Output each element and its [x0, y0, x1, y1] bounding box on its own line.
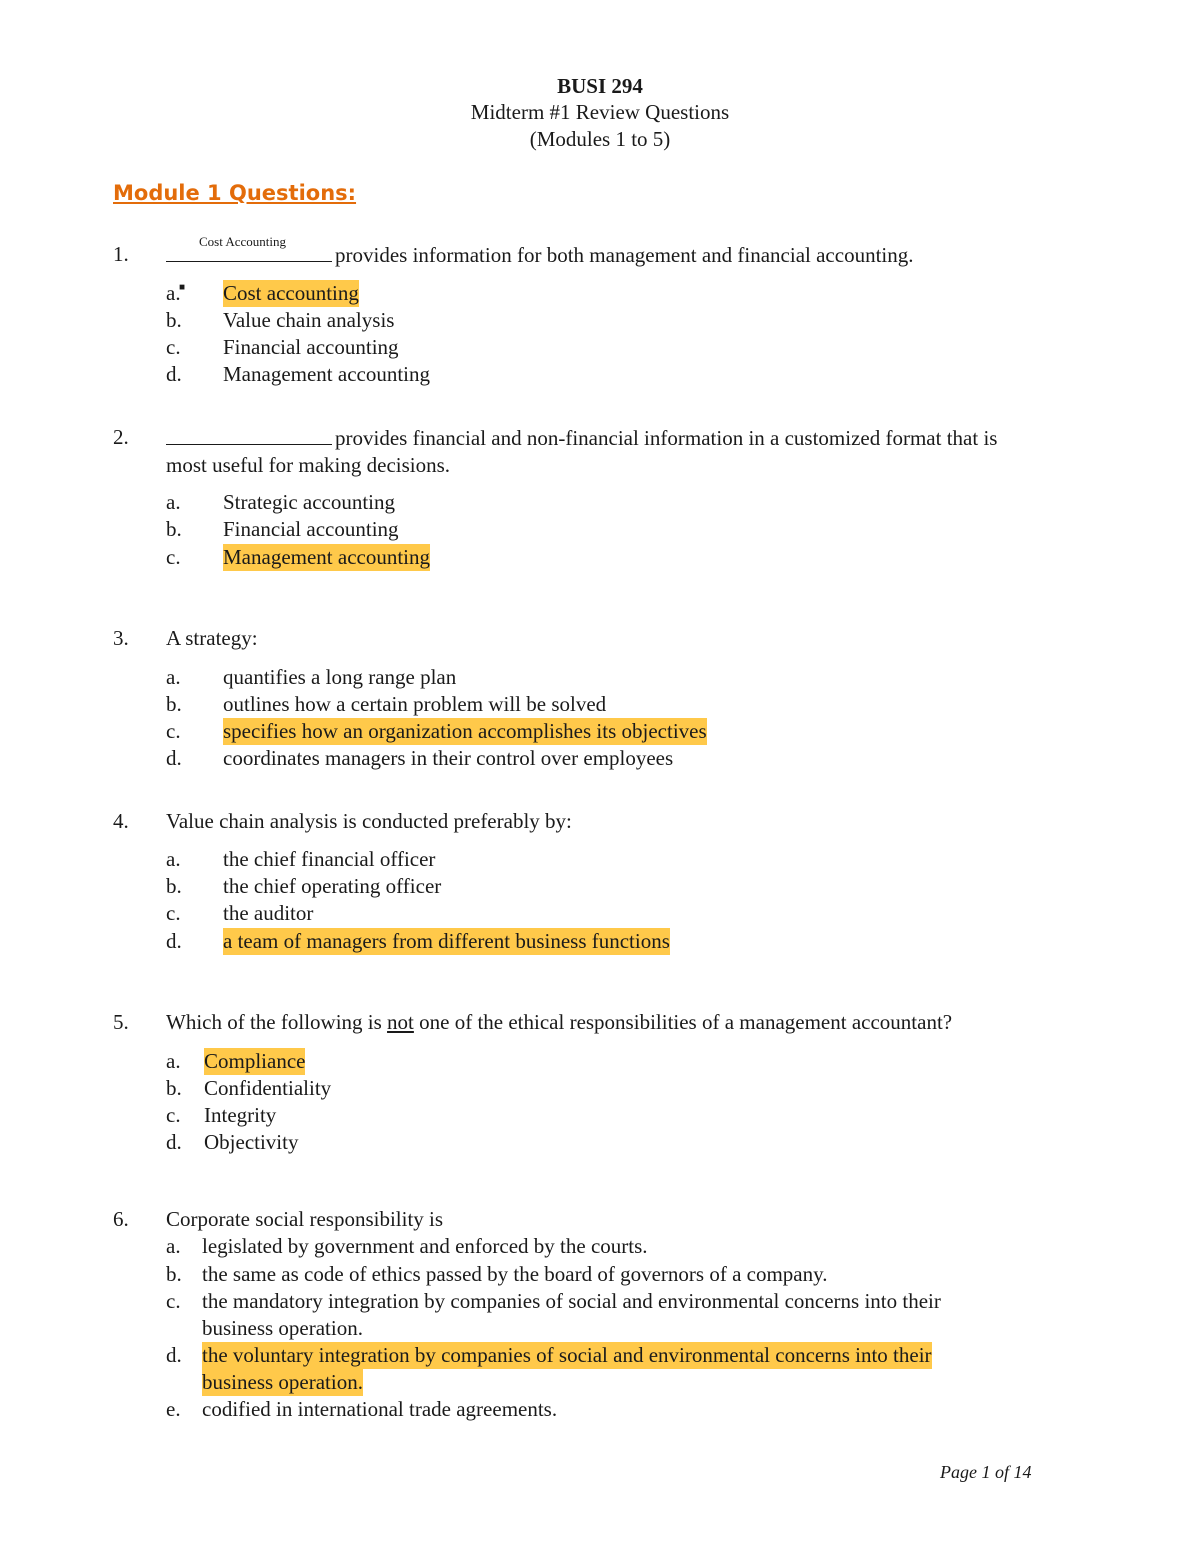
- question-text: [166, 424, 1091, 479]
- option-text: specifies how an organization accomplishes its objectives: [223, 719, 707, 743]
- option-text: Objectivity: [204, 1130, 299, 1154]
- answer-blank: [166, 234, 332, 262]
- option-text: the chief operating officer: [223, 874, 442, 898]
- option-text: the mandatory integration by companies of social and environmental concerns into their: [202, 1289, 941, 1313]
- option-text: a team of managers from different business functions: [223, 929, 670, 953]
- option-text: Management accounting: [223, 545, 431, 569]
- question-number: 3.: [113, 626, 129, 650]
- option-text: Financial accounting: [223, 335, 399, 359]
- option-text: Confidentiality: [204, 1076, 332, 1100]
- option-text: the voluntary integration by companies of social and environmental concerns into their: [202, 1343, 932, 1367]
- option-text: Compliance: [204, 1049, 306, 1073]
- option-text: Strategic accounting: [223, 490, 396, 514]
- modules-range: (Modules 1 to 5): [529, 127, 671, 151]
- question-stem: provides information for both management and financial accounting.: [335, 243, 914, 267]
- question-number: 1.: [113, 242, 129, 266]
- blank-answer-text: Cost Accounting: [199, 234, 287, 249]
- course-title: BUSI 294: [557, 74, 643, 98]
- option-text: coordinates managers in their control over employees: [223, 746, 674, 770]
- option-text: Integrity: [204, 1103, 277, 1127]
- question-stem-continued: most useful for making decisions.: [166, 453, 451, 477]
- question-number: 2.: [113, 425, 129, 449]
- option-text: the same as code of ethics passed by the board of governors of a company.: [202, 1262, 828, 1286]
- question-text: Value chain analysis is conducted preferably by:: [166, 809, 572, 833]
- question-number: 4.: [113, 809, 129, 833]
- option-text: legislated by government and enforced by the courts.: [202, 1234, 648, 1258]
- anchor-marker-icon: ■: [179, 282, 186, 293]
- option-text: quantifies a long range plan: [223, 665, 457, 689]
- option-text: codified in international trade agreements.: [202, 1397, 558, 1421]
- section-title: Module 1 Questions:: [113, 181, 357, 205]
- page-number: Page 1 of 14: [940, 1462, 1032, 1482]
- question-text: [166, 234, 1091, 269]
- option-text: Management accounting: [223, 362, 431, 386]
- option-text: Financial accounting: [223, 517, 399, 541]
- document-page: BUSI 294 Midterm #1 Review Questions (Modules 1 to 5) Module 1 Questions: 1. Cost Accounting provides information for both management and financial accounting. a. ■ Cost accounting b. Value chain analysis c. Financial accounting d. Management accounting 2. provides financial and non-financial information in a customized format that is most useful for making decisions. a. Strategic accounting b. Financial accounting c. Management accounting 3. A strategy: a. quantifies a long range plan b. outlines how a certain problem will be solved c. specifies how an organization accomplishes its objectives d. coordinates managers in their control over employees 4. Value chain analysis is conducted preferably by: a. the chief financial officer b. the chief operating officer c. the auditor d. a team of managers from different business functions 5. Which of the following is not one of the ethical responsibilities of a management accountant? a. Compliance b. Confidentiality c. Integrity d. Objectivity 6. Corporate social responsibility is a. legislated by government and enforced by the courts. b. the same as code of ethics passed by the board of governors of a company. c. the mandatory integration by companies of social and environmental concerns into their business operation. d. the voluntary integration by companies of social and environmental concerns into their business operation. e. codified in international trade agreements. Page 1 of 14: [0, 0, 1200, 1553]
- option-text: Cost accounting: [223, 281, 359, 305]
- option-text: outlines how a certain problem will be solved: [223, 692, 607, 716]
- question-text: A strategy:: [166, 626, 258, 650]
- emphasis-not: not: [387, 1010, 414, 1034]
- option-text: the auditor: [223, 901, 314, 925]
- question-number: 6.: [113, 1207, 129, 1231]
- option-text-continued: business operation.: [202, 1316, 363, 1340]
- question-number: 5.: [113, 1010, 129, 1034]
- question-text: Corporate social responsibility is: [166, 1207, 444, 1231]
- document-subtitle: Midterm #1 Review Questions: [470, 100, 730, 124]
- answer-blank: [166, 424, 332, 445]
- option-text: the chief financial officer: [223, 847, 436, 871]
- question-stem: provides financial and non-financial information in a customized format that is: [335, 426, 998, 450]
- option-text: Value chain analysis: [223, 308, 395, 332]
- question-text: Which of the following is not one of the ethical responsibilities of a management accountant?: [166, 1010, 953, 1034]
- option-text-continued: business operation.: [202, 1370, 363, 1394]
